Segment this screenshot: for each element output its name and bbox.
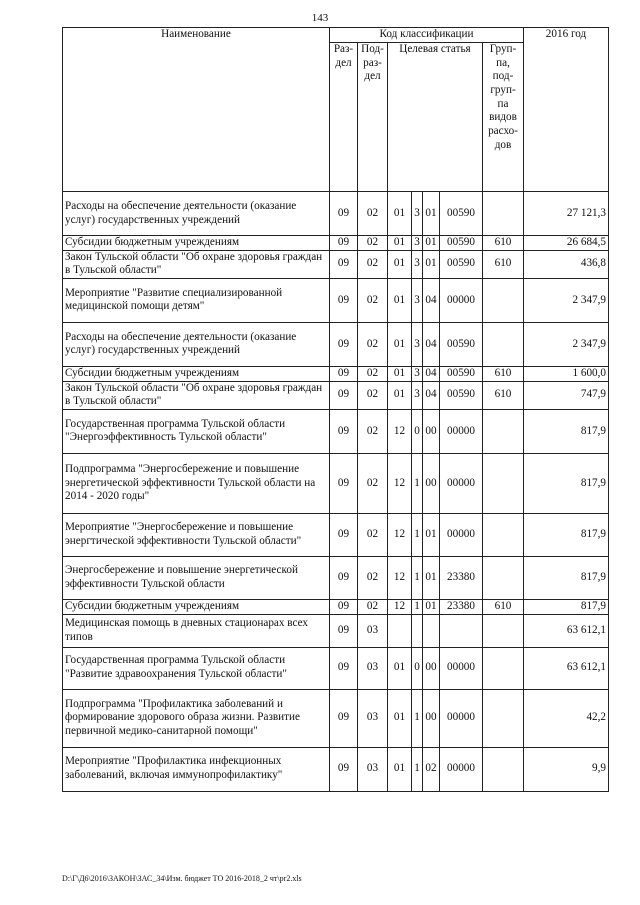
row-name: Мероприятие "Профилактика инфекционных заболеваний, включая иммунопрофилактику" bbox=[63, 747, 330, 791]
table-row bbox=[63, 513, 609, 556]
row-amount: 817,9 bbox=[524, 513, 609, 556]
row-target-event: 02 bbox=[423, 747, 440, 791]
row-section: 09 bbox=[330, 192, 358, 236]
row-amount: 817,9 bbox=[524, 409, 609, 453]
table-row bbox=[63, 381, 609, 409]
row-subsection: 02 bbox=[358, 599, 388, 614]
row-name: Мероприятие "Развитие специализированной медицинской помощи детям" bbox=[63, 278, 330, 322]
row-name: Субсидии бюджетным учреждениям bbox=[63, 366, 330, 381]
table-row bbox=[63, 322, 609, 366]
row-target-event: 01 bbox=[423, 192, 440, 236]
row-target-direction: 00000 bbox=[440, 513, 483, 556]
row-name: Расходы на обеспечение деятельности (оказание услуг) государственных учреждений bbox=[63, 322, 330, 366]
row-expense-type bbox=[483, 513, 524, 556]
row-target-event: 04 bbox=[423, 322, 440, 366]
row-section: 09 bbox=[330, 250, 358, 278]
row-expense-type: 610 bbox=[483, 236, 524, 251]
header-year: 2016 год bbox=[524, 28, 609, 192]
row-section: 09 bbox=[330, 381, 358, 409]
row-subsection: 02 bbox=[358, 513, 388, 556]
row-target-subprogram: 3 bbox=[412, 366, 423, 381]
row-section: 09 bbox=[330, 366, 358, 381]
row-subsection: 02 bbox=[358, 192, 388, 236]
header-subsection: Под- раз- дел bbox=[358, 43, 388, 192]
row-target-direction: 00590 bbox=[440, 322, 483, 366]
table-row bbox=[63, 366, 609, 381]
row-target-direction: 00000 bbox=[440, 689, 483, 747]
row-name: Подпрограмма "Профилактика заболеваний и формирование здорового образа жизни. Развитие первичной медико-санитарной помощи" bbox=[63, 689, 330, 747]
row-expense-type: 610 bbox=[483, 381, 524, 409]
row-amount: 26 684,5 bbox=[524, 236, 609, 251]
row-target-direction bbox=[440, 614, 483, 647]
row-section: 09 bbox=[330, 278, 358, 322]
row-target-subprogram bbox=[412, 614, 423, 647]
row-expense-type bbox=[483, 614, 524, 647]
row-target-subprogram: 0 bbox=[412, 647, 423, 689]
row-amount: 42,2 bbox=[524, 689, 609, 747]
header-section: Раз- дел bbox=[330, 43, 358, 192]
row-name: Медицинская помощь в дневных стационарах всех типов bbox=[63, 614, 330, 647]
row-amount: 9,9 bbox=[524, 747, 609, 791]
row-section: 09 bbox=[330, 747, 358, 791]
row-expense-type bbox=[483, 689, 524, 747]
header-name: Наименование bbox=[63, 28, 330, 192]
row-target-event: 04 bbox=[423, 366, 440, 381]
row-target-direction: 00590 bbox=[440, 250, 483, 278]
row-subsection: 02 bbox=[358, 250, 388, 278]
row-section: 09 bbox=[330, 513, 358, 556]
row-target-subprogram: 3 bbox=[412, 250, 423, 278]
row-target-subprogram: 3 bbox=[412, 278, 423, 322]
row-subsection: 02 bbox=[358, 236, 388, 251]
header-target-article: Целевая статья bbox=[388, 43, 483, 192]
row-name: Государственная программа Тульской области "Развитие здравоохранения Тульской области" bbox=[63, 647, 330, 689]
row-section: 09 bbox=[330, 322, 358, 366]
row-expense-type bbox=[483, 322, 524, 366]
row-target-program: 01 bbox=[388, 192, 412, 236]
row-target-event: 00 bbox=[423, 453, 440, 513]
row-name: Закон Тульской области "Об охране здоровья граждан в Тульской области" bbox=[63, 250, 330, 278]
row-amount: 817,9 bbox=[524, 556, 609, 599]
row-target-program: 12 bbox=[388, 599, 412, 614]
row-target-direction: 23380 bbox=[440, 556, 483, 599]
row-expense-type bbox=[483, 192, 524, 236]
row-section: 09 bbox=[330, 647, 358, 689]
table-row bbox=[63, 250, 609, 278]
table-row bbox=[63, 689, 609, 747]
row-subsection: 03 bbox=[358, 614, 388, 647]
row-target-event: 00 bbox=[423, 689, 440, 747]
row-target-subprogram: 1 bbox=[412, 599, 423, 614]
table-row bbox=[63, 614, 609, 647]
row-subsection: 03 bbox=[358, 647, 388, 689]
row-target-direction: 00590 bbox=[440, 381, 483, 409]
page-number: 143 bbox=[311, 12, 329, 24]
row-name: Субсидии бюджетным учреждениям bbox=[63, 236, 330, 251]
row-subsection: 02 bbox=[358, 322, 388, 366]
row-amount: 436,8 bbox=[524, 250, 609, 278]
row-amount: 27 121,3 bbox=[524, 192, 609, 236]
row-target-subprogram: 1 bbox=[412, 689, 423, 747]
row-target-program: 01 bbox=[388, 322, 412, 366]
budget-table bbox=[62, 27, 609, 792]
row-target-program: 01 bbox=[388, 278, 412, 322]
row-subsection: 02 bbox=[358, 556, 388, 599]
row-subsection: 02 bbox=[358, 381, 388, 409]
row-target-program: 12 bbox=[388, 513, 412, 556]
row-subsection: 02 bbox=[358, 409, 388, 453]
row-target-direction: 00000 bbox=[440, 747, 483, 791]
header-classification: Код классификации bbox=[330, 28, 524, 43]
row-target-subprogram: 1 bbox=[412, 556, 423, 599]
row-section: 09 bbox=[330, 556, 358, 599]
row-target-subprogram: 0 bbox=[412, 409, 423, 453]
row-amount: 747,9 bbox=[524, 381, 609, 409]
row-target-event bbox=[423, 614, 440, 647]
row-section: 09 bbox=[330, 409, 358, 453]
row-section: 09 bbox=[330, 614, 358, 647]
row-target-event: 01 bbox=[423, 513, 440, 556]
row-amount: 2 347,9 bbox=[524, 322, 609, 366]
row-target-program: 01 bbox=[388, 236, 412, 251]
row-target-direction: 00000 bbox=[440, 278, 483, 322]
row-section: 09 bbox=[330, 689, 358, 747]
row-target-program: 01 bbox=[388, 250, 412, 278]
row-target-direction: 00000 bbox=[440, 409, 483, 453]
row-target-event: 01 bbox=[423, 250, 440, 278]
row-subsection: 02 bbox=[358, 366, 388, 381]
row-name: Расходы на обеспечение деятельности (оказание услуг) государственных учреждений bbox=[63, 192, 330, 236]
row-name: Подпрограмма "Энергосбережение и повышение энергетической эффективности Тульской области на 2014 - 2020 годы" bbox=[63, 453, 330, 513]
row-amount: 1 600,0 bbox=[524, 366, 609, 381]
row-target-direction: 00000 bbox=[440, 647, 483, 689]
row-target-program: 01 bbox=[388, 689, 412, 747]
row-target-program: 01 bbox=[388, 381, 412, 409]
row-target-program: 12 bbox=[388, 409, 412, 453]
row-target-event: 04 bbox=[423, 381, 440, 409]
row-target-subprogram: 1 bbox=[412, 513, 423, 556]
table-row bbox=[63, 453, 609, 513]
row-amount: 817,9 bbox=[524, 599, 609, 614]
row-expense-type bbox=[483, 453, 524, 513]
row-amount: 817,9 bbox=[524, 453, 609, 513]
row-expense-type bbox=[483, 647, 524, 689]
row-expense-type bbox=[483, 409, 524, 453]
table-row bbox=[63, 747, 609, 791]
row-target-direction: 00590 bbox=[440, 366, 483, 381]
row-target-subprogram: 1 bbox=[412, 747, 423, 791]
row-subsection: 02 bbox=[358, 453, 388, 513]
row-target-subprogram: 3 bbox=[412, 236, 423, 251]
table-row bbox=[63, 192, 609, 236]
table-row bbox=[63, 278, 609, 322]
row-name: Мероприятие "Энергосбережение и повышение энергтической эффективности Тульской области" bbox=[63, 513, 330, 556]
table-row bbox=[63, 599, 609, 614]
row-target-program bbox=[388, 614, 412, 647]
row-amount: 2 347,9 bbox=[524, 278, 609, 322]
row-section: 09 bbox=[330, 599, 358, 614]
row-section: 09 bbox=[330, 236, 358, 251]
row-expense-type: 610 bbox=[483, 366, 524, 381]
header-expense-group: Груп- па, под- груп- па видов расхо- дов bbox=[483, 43, 524, 192]
row-target-program: 01 bbox=[388, 366, 412, 381]
row-expense-type: 610 bbox=[483, 250, 524, 278]
table-row bbox=[63, 556, 609, 599]
row-expense-type: 610 bbox=[483, 599, 524, 614]
row-target-direction: 00590 bbox=[440, 192, 483, 236]
row-target-direction: 00000 bbox=[440, 453, 483, 513]
row-amount: 63 612,1 bbox=[524, 614, 609, 647]
row-subsection: 03 bbox=[358, 747, 388, 791]
table-row bbox=[63, 647, 609, 689]
row-name: Субсидии бюджетным учреждениям bbox=[63, 599, 330, 614]
row-target-direction: 23380 bbox=[440, 599, 483, 614]
row-target-event: 00 bbox=[423, 409, 440, 453]
row-target-subprogram: 1 bbox=[412, 453, 423, 513]
row-expense-type bbox=[483, 747, 524, 791]
table-row bbox=[63, 409, 609, 453]
row-target-event: 01 bbox=[423, 556, 440, 599]
row-expense-type bbox=[483, 556, 524, 599]
row-target-program: 01 bbox=[388, 747, 412, 791]
row-target-event: 04 bbox=[423, 278, 440, 322]
row-target-program: 12 bbox=[388, 453, 412, 513]
row-target-event: 01 bbox=[423, 599, 440, 614]
table-row bbox=[63, 236, 609, 251]
row-target-subprogram: 3 bbox=[412, 192, 423, 236]
row-subsection: 03 bbox=[358, 689, 388, 747]
row-target-event: 00 bbox=[423, 647, 440, 689]
row-expense-type bbox=[483, 278, 524, 322]
row-section: 09 bbox=[330, 453, 358, 513]
row-target-subprogram: 3 bbox=[412, 322, 423, 366]
footer-file-path: D:\Г\Д6\2016\ЗАКОН\ЗАС_34\Изм. бюджет ТО 2016-2018_2 чт\pr2.xls bbox=[62, 874, 302, 883]
row-target-program: 01 bbox=[388, 647, 412, 689]
row-name: Закон Тульской области "Об охране здоровья граждан в Тульской области" bbox=[63, 381, 330, 409]
row-target-direction: 00590 bbox=[440, 236, 483, 251]
row-target-subprogram: 3 bbox=[412, 381, 423, 409]
row-name: Государственная программа Тульской области "Энергоэффективность Тульской области" bbox=[63, 409, 330, 453]
row-name: Энергосбережение и повышение энергетической эффективности Тульской области bbox=[63, 556, 330, 599]
row-target-event: 01 bbox=[423, 236, 440, 251]
row-target-program: 12 bbox=[388, 556, 412, 599]
row-amount: 63 612,1 bbox=[524, 647, 609, 689]
row-subsection: 02 bbox=[358, 278, 388, 322]
